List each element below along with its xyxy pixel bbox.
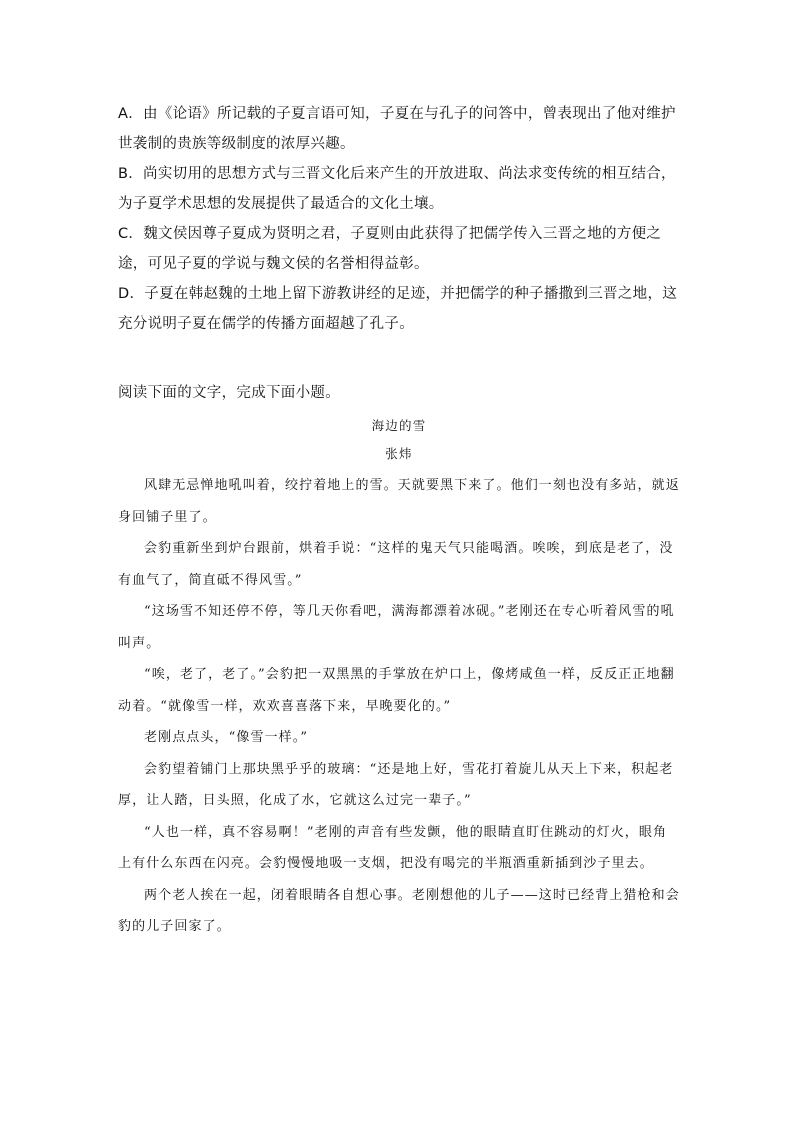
article-paragraph: 两个老人挨在一起，闭着眼睛各自想心事。老刚想他的儿子——这时已经背上猎枪和会豹的儿子回家了。: [118, 887, 680, 934]
article-paragraph: “唉，老了，老了。”会豹把一双黑黑的手掌放在炉口上，像烤咸鱼一样，反反正正地翻动着。“就像雪一样，欢欢喜喜落下来，早晚要化的。”: [118, 667, 675, 714]
article-paragraph: “这场雪不知还停不停，等几天你看吧，满海都漂着冰砚。”老刚还在专心听着风雪的吼叫声。: [118, 604, 675, 651]
article-paragraph: 老刚点点头，“像雪一样。”: [144, 730, 309, 745]
article-author: 张炜: [385, 446, 413, 461]
article-paragraph: 风肆无忌惮地吼叫着，绞拧着地上的雪。天就要黑下来了。他们一刻也没有多站，就返身回铺子里了。: [118, 478, 680, 525]
article-paragraph: “人也一样，真不容易啊！”老刚的声音有些发颤，他的眼睛直盯住跳动的灯火，眼角上有什么东西在闪亮。会豹慢慢地吸一支烟，把没有喝完的半瓶酒重新插到沙子里去。: [118, 824, 668, 871]
document-page: [118, 99, 680, 943]
option-c: C．魏文侯因尊子夏成为贤明之君，子夏则由此获得了把儒学传入三晋之地的方便之途，可见子夏的学说与魏文侯的名誉相得益彰。: [118, 226, 662, 272]
answer-options: [118, 99, 680, 339]
option-a: A．由《论语》所记载的子夏言语可知，子夏在与孔子的问答中，曾表现出了他对维护世袭制的贵族等级制度的浓厚兴趣。: [118, 106, 676, 152]
article-paragraph: 会豹望着铺门上那块黑乎乎的玻璃：“还是地上好，雪花打着旋儿从天上下来，积起老厚，让人踏，日头照，化成了水，它就这么过完一辈子。”: [118, 761, 674, 808]
article: [118, 412, 680, 943]
option-b: B．尚实切用的思想方式与三晋文化后来产生的开放进取、尚法求变传统的相互结合，为子夏学术思想的发展提供了最适合的文化土壤。: [118, 166, 676, 212]
reading-instruction: 阅读下面的文字，完成下面小题。: [118, 385, 340, 401]
article-paragraph: 会豹重新坐到炉台跟前，烘着手说：“这样的鬼天气只能喝酒。唉唉，到底是老了，没有血气了，简直砥不得风雪。”: [118, 541, 674, 588]
option-d: D．子夏在韩赵魏的土地上留下游教讲经的足迹，并把儒学的种子播撒到三晋之地，这充分说明子夏在儒学的传播方面超越了孔子。: [118, 286, 678, 332]
article-title: 海边的雪: [371, 418, 427, 433]
